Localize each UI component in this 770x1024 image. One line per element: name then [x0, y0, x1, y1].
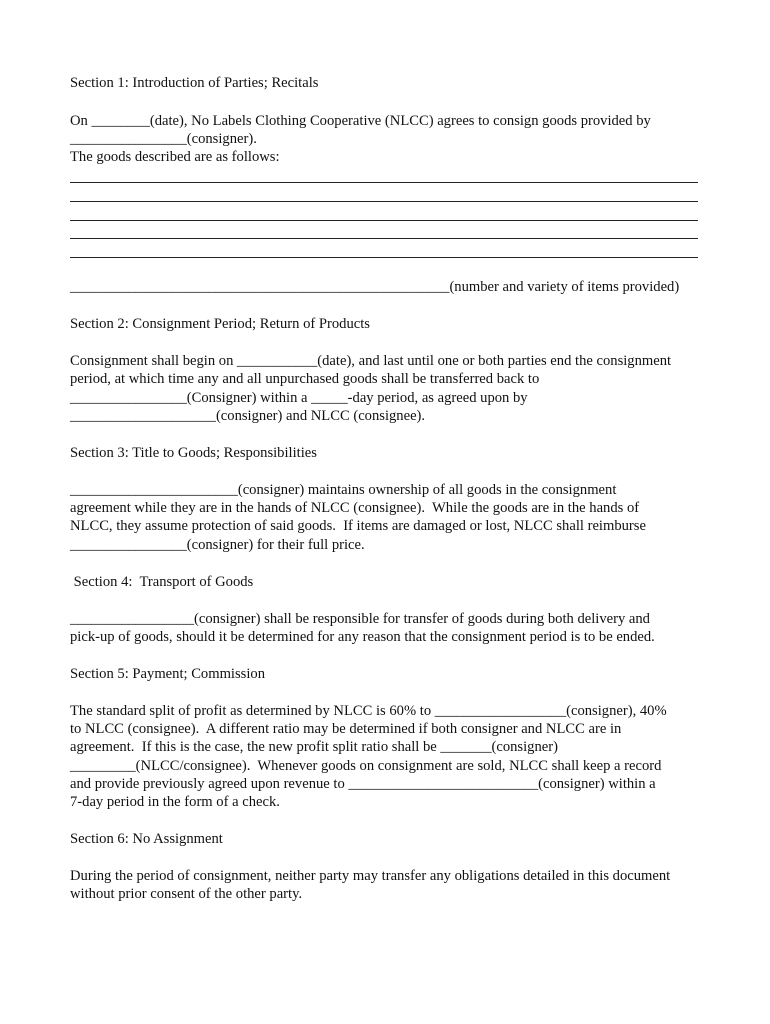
goods-description-blank-line[interactable]	[70, 220, 698, 221]
section-4-paragraph-line: pick-up of goods, should it be determined for any reason that the consignment period is to be ended.	[70, 629, 655, 645]
section-6-paragraph-line: without prior consent of the other party.	[70, 886, 303, 902]
section-6-paragraph-line: During the period of consignment, neither party may transfer any obligations detailed in this document	[70, 868, 671, 884]
section-2-paragraph-line: period, at which time any and all unpurchased goods shall be transferred back to	[70, 371, 540, 387]
section-1-paragraph-line: ________________(consigner).	[70, 131, 257, 147]
section-5-paragraph-line: _________(NLCC/consignee). Whenever goods on consignment are sold, NLCC shall keep a record	[70, 758, 662, 774]
section-2-paragraph-line: ____________________(consigner) and NLCC (consignee).	[70, 408, 426, 424]
section-4-heading: Section 4: Transport of Goods	[70, 574, 254, 590]
section-2-paragraph-line: ________________(Consigner) within a _____-day period, as agreed upon by	[70, 390, 528, 406]
goods-description-blank-line[interactable]	[70, 257, 698, 258]
section-5-paragraph-line: The standard split of profit as determined by NLCC is 60% to __________________(consigner), 40%	[70, 703, 667, 719]
section-3-heading: Section 3: Title to Goods; Responsibilities	[70, 445, 317, 461]
section-5-paragraph-line: 7-day period in the form of a check.	[70, 794, 280, 810]
section-2-paragraph-line: Consignment shall begin on ___________(date), and last until one or both parties end the consignment	[70, 353, 672, 369]
items-provided-line: ____________________________________________________(number and variety of items provided)	[70, 279, 680, 295]
section-3-paragraph-line: agreement while they are in the hands of NLCC (consignee). While the goods are in the hands of	[70, 500, 640, 516]
section-1-heading: Section 1: Introduction of Parties; Recitals	[70, 75, 319, 91]
section-3-paragraph-line: _______________________(consigner) maintains ownership of all goods in the consignment	[70, 482, 617, 498]
section-1-paragraph-line: On ________(date), No Labels Clothing Cooperative (NLCC) agrees to consign goods provided by	[70, 113, 651, 129]
section-1-paragraph-line: The goods described are as follows:	[70, 149, 280, 165]
section-2-heading: Section 2: Consignment Period; Return of Products	[70, 316, 370, 332]
section-3-paragraph-line: NLCC, they assume protection of said goods. If items are damaged or lost, NLCC shall reimburse	[70, 518, 646, 534]
section-5-paragraph-line: and provide previously agreed upon revenue to __________________________(consigner) within a	[70, 776, 656, 792]
goods-description-blank-line[interactable]	[70, 238, 698, 239]
section-6-heading: Section 6: No Assignment	[70, 831, 223, 847]
section-5-paragraph-line: agreement. If this is the case, the new profit split ratio shall be _______(consigner)	[70, 739, 558, 755]
section-4-paragraph-line: _________________(consigner) shall be responsible for transfer of goods during both delivery and	[70, 611, 650, 627]
section-3-paragraph-line: ________________(consigner) for their full price.	[70, 537, 365, 553]
goods-description-blank-line[interactable]	[70, 201, 698, 202]
section-5-paragraph-line: to NLCC (consignee). A different ratio may be determined if both consigner and NLCC are in	[70, 721, 622, 737]
section-5-heading: Section 5: Payment; Commission	[70, 666, 265, 682]
goods-description-blank-line[interactable]	[70, 182, 698, 183]
